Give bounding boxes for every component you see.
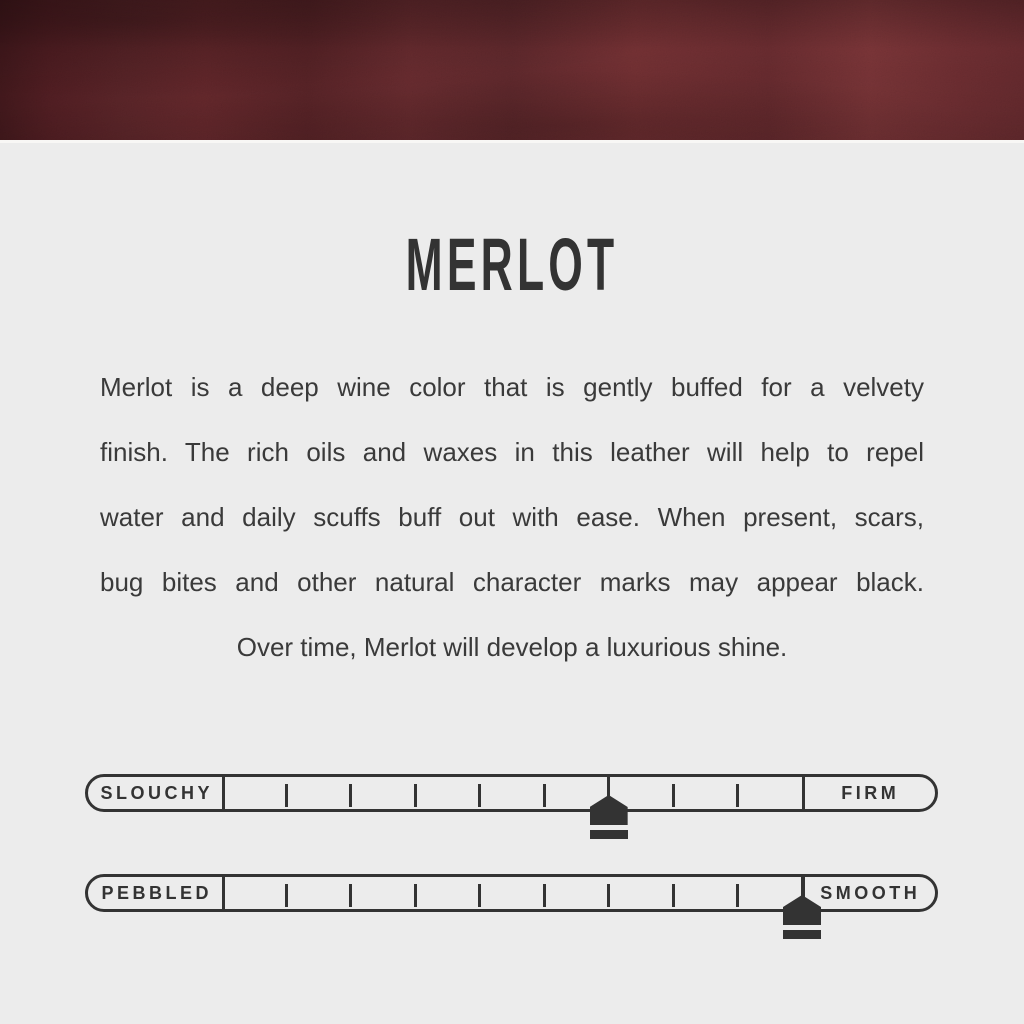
scale-marker-base [590, 830, 628, 839]
tick-mark [543, 884, 546, 907]
scale-marker-icon [590, 795, 628, 825]
tick-mark [285, 784, 288, 807]
marker-tick [607, 777, 610, 796]
tick-mark [349, 784, 352, 807]
tick-mark [478, 884, 481, 907]
description-line: Merlot is a deep wine color that is gently buffed for a velvety [100, 372, 924, 402]
tick-mark [285, 884, 288, 907]
tick-mark [672, 784, 675, 807]
pebbled-smooth-scale [85, 874, 938, 912]
tick-mark [349, 884, 352, 907]
scale-left-label: SLOUCHY [100, 782, 213, 803]
description-line: Over time, Merlot will develop a luxurious shine. [236, 632, 788, 662]
tick-mark [414, 884, 417, 907]
tick-mark [414, 784, 417, 807]
tick-mark [736, 884, 739, 907]
marker-tick [801, 877, 804, 896]
description-line: bug bites and other natural character marks may appear black. [100, 567, 924, 597]
description [100, 355, 924, 680]
description-line: finish. The rich oils and waxes in this leather will help to repel [100, 437, 924, 467]
scale-marker-base [783, 930, 821, 939]
tick-mark [736, 784, 739, 807]
leather-swatch-image [0, 0, 1024, 140]
slouchy-firm-scale [85, 774, 938, 812]
tick-mark [607, 884, 610, 907]
scale-right-label: FIRM [841, 782, 900, 803]
scale-left-divider [222, 777, 225, 809]
description-line: water and daily scuffs buff out with ease. When present, scars, [100, 502, 924, 532]
leather-bottom-edge [0, 140, 1024, 143]
page-title: MERLOT [405, 223, 619, 306]
scale-left-divider [222, 877, 225, 909]
scale-right-label: SMOOTH [820, 882, 921, 903]
scale-left-label: PEBBLED [101, 882, 212, 903]
tick-mark [543, 784, 546, 807]
tick-mark [478, 784, 481, 807]
tick-mark [672, 884, 675, 907]
